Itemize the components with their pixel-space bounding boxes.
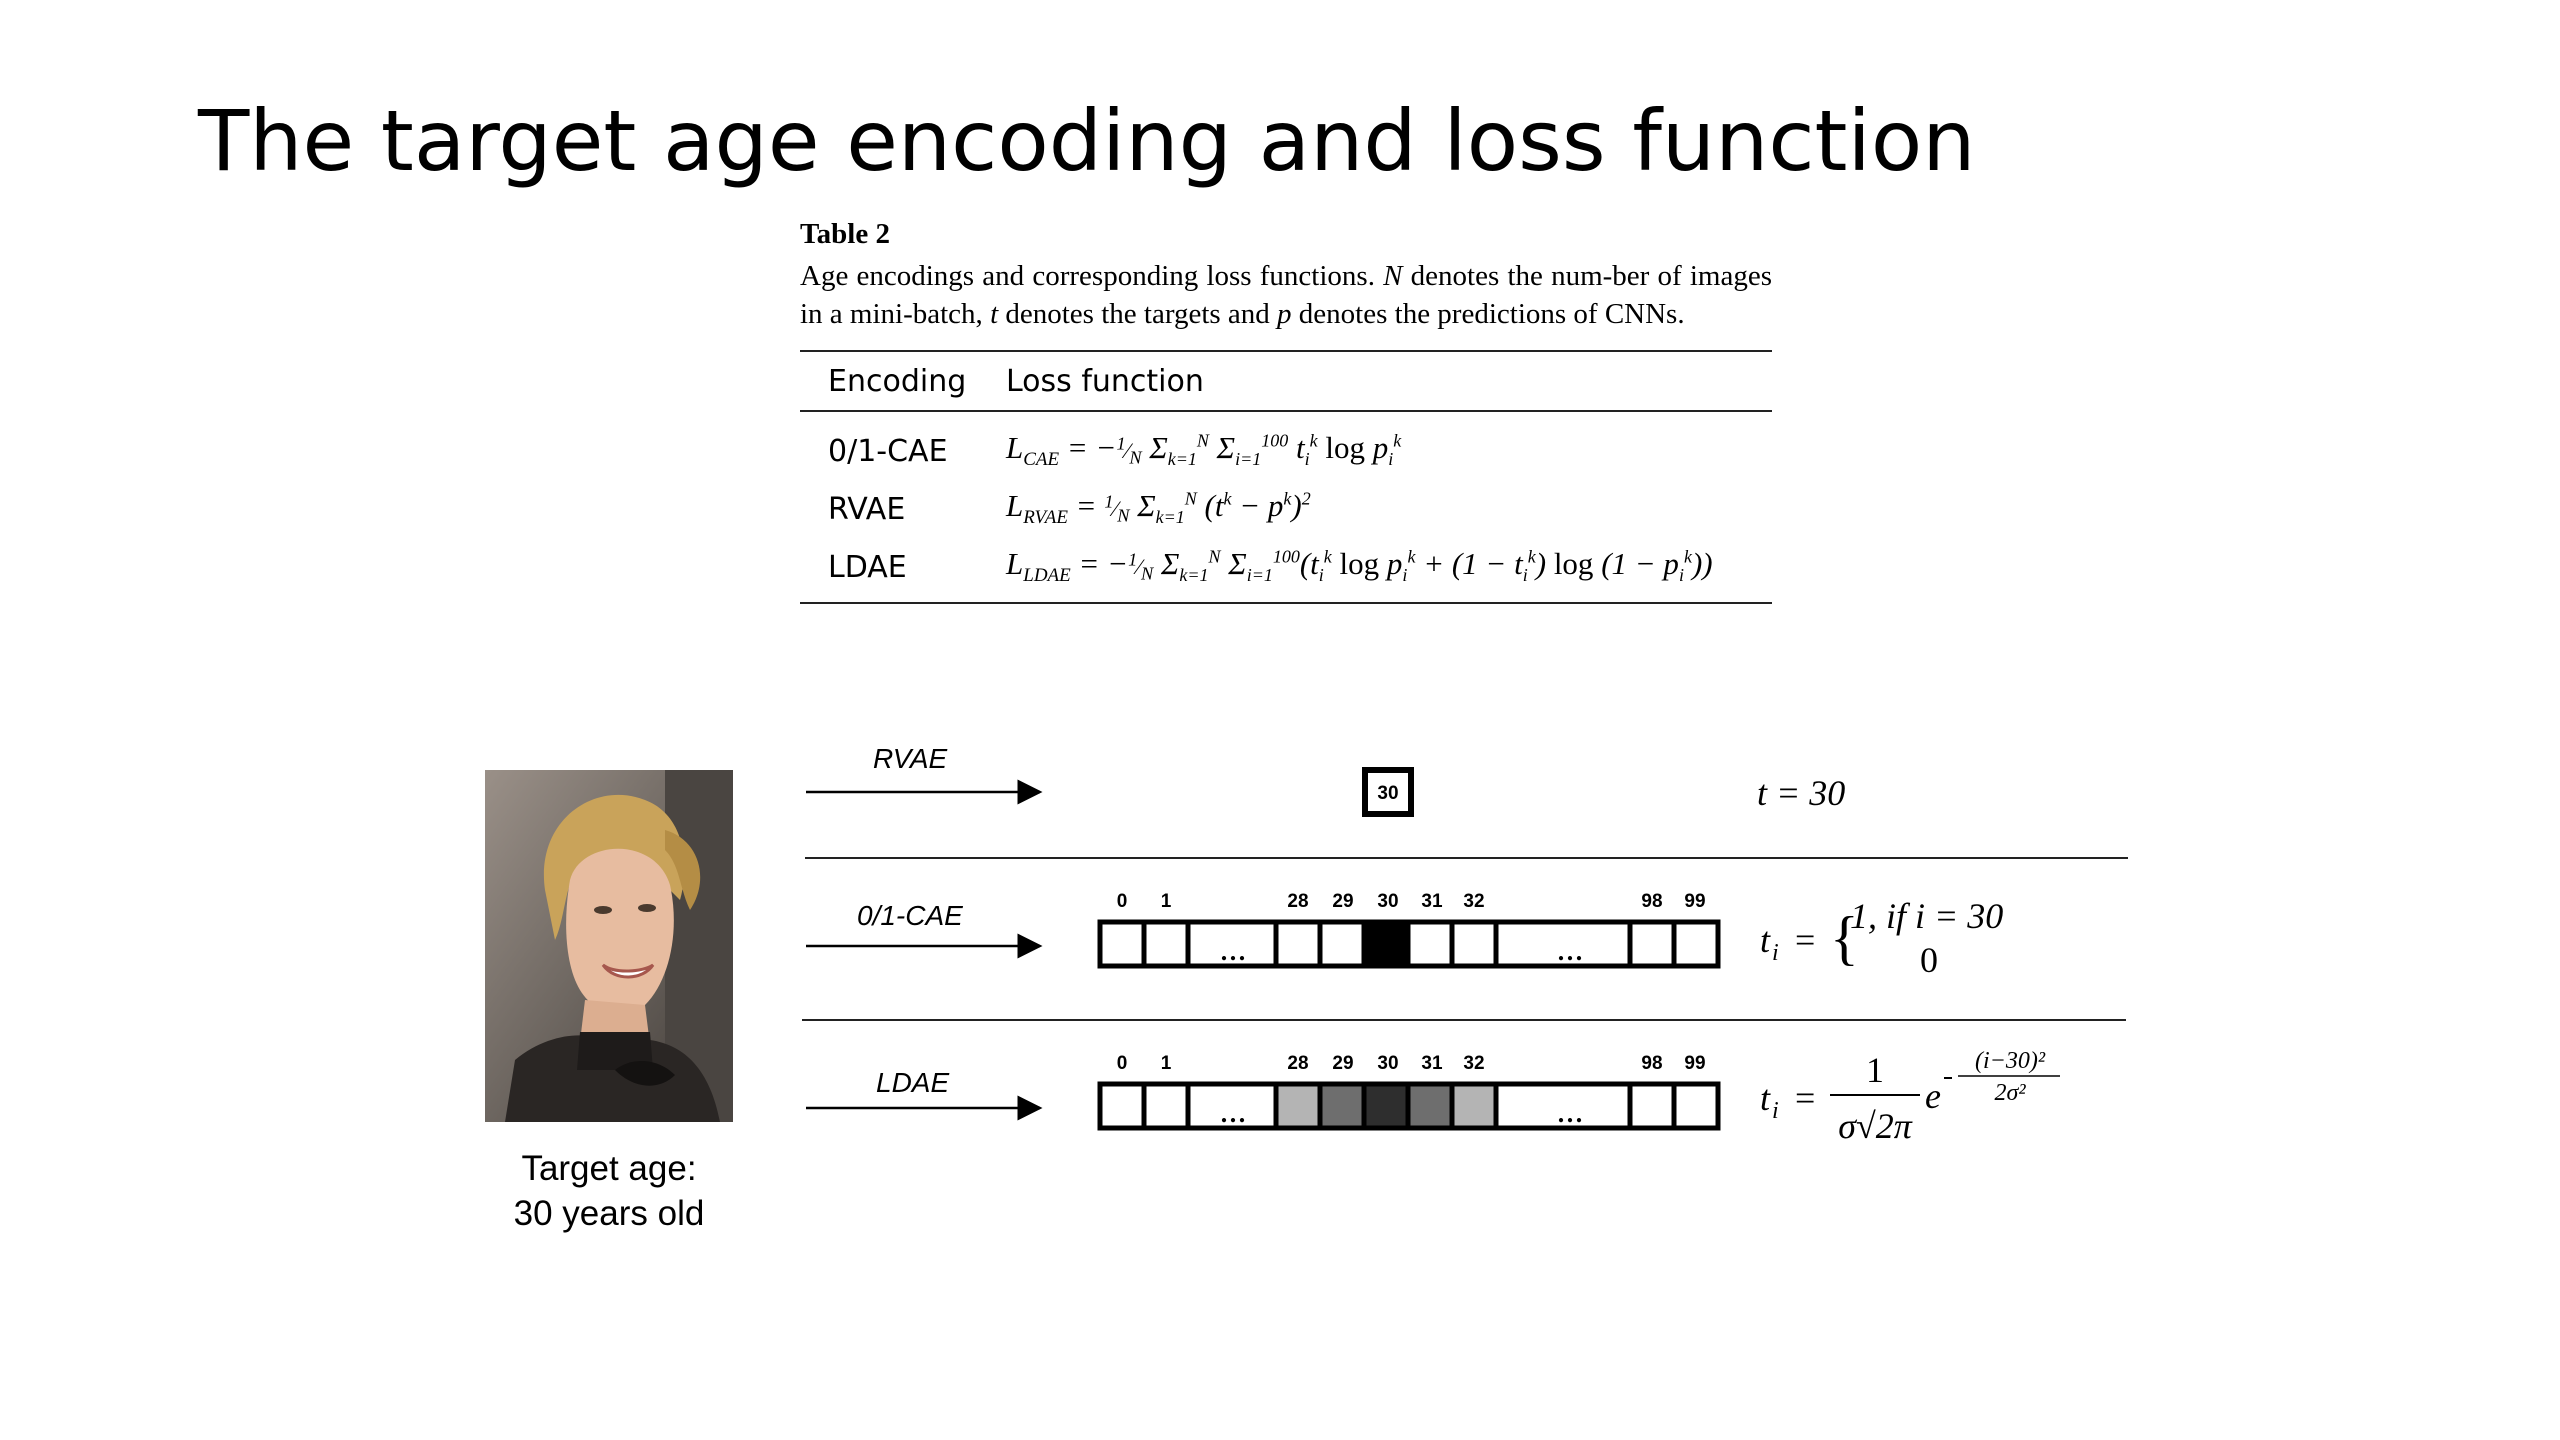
- loss-formula-rvae: $L_{RVAE}$ = $^1⁄_N$ $\Sigma_{k=1}^N$ $(t^k - p^k)^2$: [1006, 488, 1311, 529]
- loss-formula-ldae: $L_{LDAE}$ = $-^1⁄_N$ $\Sigma_{k=1}^N$ $\Sigma_{i=1}^{100}(t_i^k$ $\log p_i^k + (1 - t_i^k)$ $\log (1 - p_i^k)$): [1006, 546, 1713, 587]
- cae-formula-eq: =: [1795, 920, 1816, 960]
- cae-cell-1: [1144, 922, 1188, 966]
- cae-vector: [1100, 922, 1718, 966]
- caption-part-1: Age encodings and corresponding loss functions.: [800, 260, 1384, 292]
- cae-index: 32: [1463, 891, 1485, 912]
- caption-var-t: t: [990, 298, 999, 330]
- header-loss-function: Loss function: [1006, 363, 1204, 399]
- cae-index: 30: [1377, 891, 1399, 912]
- ldae-index: 32: [1463, 1053, 1485, 1074]
- cae-cell-98: [1630, 922, 1674, 966]
- cae-index: 99: [1684, 891, 1706, 912]
- rvae-box-value: 30: [1377, 783, 1399, 804]
- loss-formula-cae: $L_{CAE}$ = $-^1⁄_N$ $\Sigma_{k=1}^N$ $\Sigma_{i=1}^{100}$ $t_i^k$ $\log p_i^k$: [1006, 430, 1402, 471]
- ldae-index: 30: [1377, 1053, 1399, 1074]
- ldae-index: 29: [1332, 1053, 1354, 1074]
- ldae-cell-1: [1144, 1084, 1188, 1128]
- cae-cell-31: [1408, 922, 1452, 966]
- caption-part-2: denotes the num-ber of images in a mini-batch,: [800, 260, 1773, 330]
- ldae-formula-lhs: t: [1760, 1078, 1771, 1118]
- cae-index: 0: [1116, 891, 1128, 912]
- ldae-cell-98: [1630, 1084, 1674, 1128]
- rvae-formula: t = 30: [1757, 773, 1846, 813]
- ldae-cell-32: [1452, 1084, 1496, 1128]
- ldae-cell-28: [1276, 1084, 1320, 1128]
- cae-brace: {: [1830, 905, 1859, 971]
- encoding-cell: RVAE: [828, 491, 906, 527]
- ldae-ellipsis: ...: [1556, 1090, 1584, 1130]
- header-encoding: Encoding: [828, 363, 967, 399]
- ldae-numerator: 1: [1866, 1050, 1884, 1090]
- cae-label: 0/1-CAE: [857, 900, 963, 931]
- cae-formula-sub: i: [1772, 940, 1779, 966]
- cae-cell-29: [1320, 922, 1364, 966]
- cae-ellipsis: ...: [1556, 928, 1584, 968]
- cae-index: 28: [1287, 891, 1309, 912]
- ldae-formula-eq: =: [1795, 1078, 1816, 1118]
- ldae-index: 31: [1421, 1053, 1443, 1074]
- caption-part-3: denotes the targets and: [998, 298, 1278, 330]
- ldae-cell-31: [1408, 1084, 1452, 1128]
- target-age-caption-line1: Target age:: [521, 1149, 697, 1188]
- ldae-exp-base: e: [1925, 1076, 1941, 1116]
- ldae-cell-99: [1674, 1084, 1718, 1128]
- target-age-caption-line2: 30 years old: [513, 1194, 705, 1233]
- slide-title: The target age encoding and loss function: [198, 92, 1976, 190]
- cae-ellipsis: ...: [1219, 928, 1247, 968]
- ldae-denominator: σ√2π: [1838, 1106, 1912, 1146]
- ldae-index: 0: [1116, 1053, 1128, 1074]
- ldae-cell-30: [1364, 1084, 1408, 1128]
- cae-cell-28: [1276, 922, 1320, 966]
- ldae-index: 28: [1287, 1053, 1309, 1074]
- ldae-index: 98: [1641, 1053, 1663, 1074]
- ldae-cell-29: [1320, 1084, 1364, 1128]
- cae-index: 31: [1421, 891, 1443, 912]
- caption-var-p: p: [1277, 298, 1292, 330]
- cae-cell-99: [1674, 922, 1718, 966]
- ldae-cell-0: [1100, 1084, 1144, 1128]
- cae-index: 1: [1160, 891, 1172, 912]
- cae-case-1: 1, if i = 30: [1850, 896, 2004, 936]
- table-label: Table 2: [800, 218, 890, 250]
- ldae-label: LDAE: [876, 1067, 950, 1098]
- cae-case-2: 0: [1920, 940, 1938, 980]
- cae-cell-30: [1364, 922, 1408, 966]
- cae-cell-32: [1452, 922, 1496, 966]
- cae-cell-0: [1100, 922, 1144, 966]
- ldae-index: 99: [1684, 1053, 1706, 1074]
- encoding-cell: LDAE: [828, 549, 907, 585]
- cae-formula-lhs: t: [1760, 920, 1771, 960]
- cae-index: 98: [1641, 891, 1663, 912]
- ldae-index: 1: [1160, 1053, 1172, 1074]
- ldae-formula-sub: i: [1772, 1098, 1779, 1124]
- encoding-cell: 0/1-CAE: [828, 433, 948, 469]
- ldae-ellipsis: ...: [1219, 1090, 1247, 1130]
- cae-index: 29: [1332, 891, 1354, 912]
- ldae-vector: [1100, 1084, 1718, 1128]
- caption-part-4: denotes the predictions of CNNs.: [1291, 298, 1685, 330]
- ldae-exp-numerator: (i−30)²: [1974, 1048, 2046, 1074]
- ldae-exp-denominator: 2σ²: [1994, 1080, 2026, 1106]
- rvae-label: RVAE: [873, 743, 948, 774]
- caption-var-n: N: [1383, 260, 1403, 292]
